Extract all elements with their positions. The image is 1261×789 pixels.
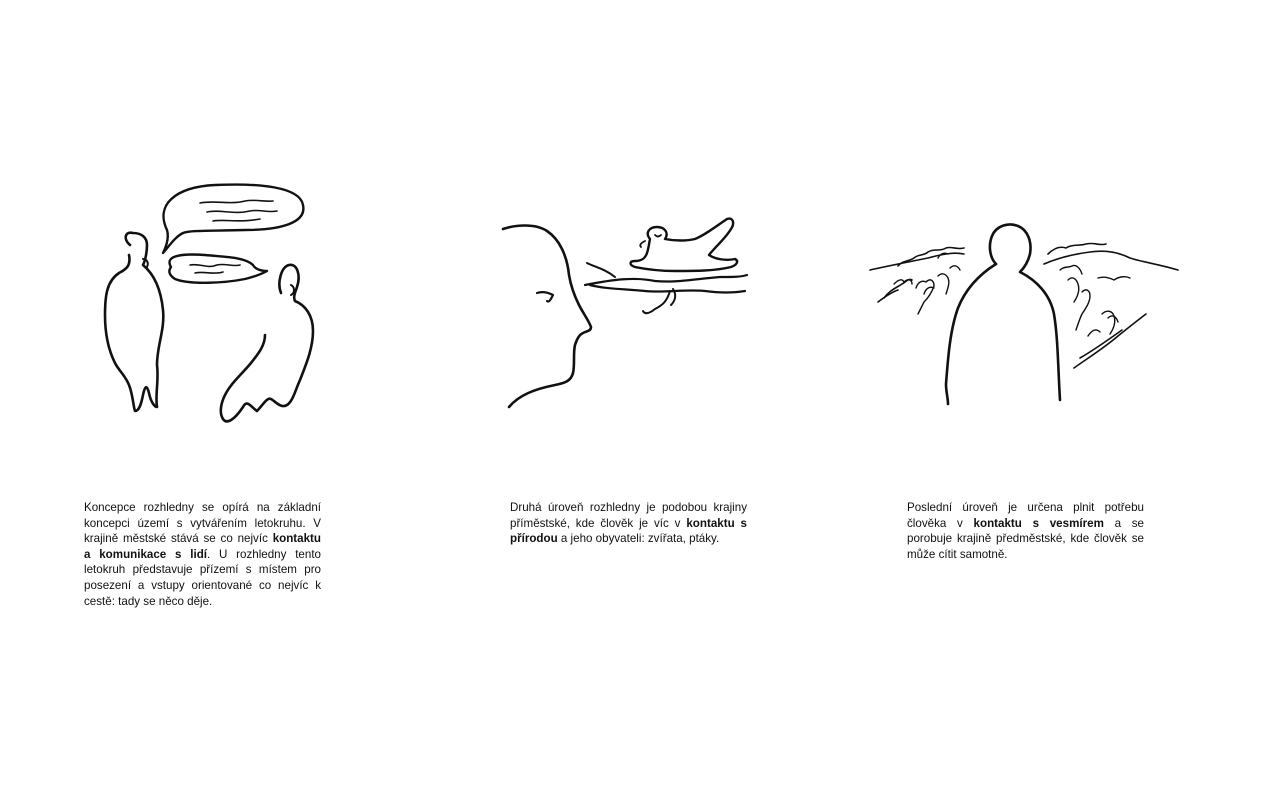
face-and-bird-sketch [495, 205, 765, 415]
two-people-talking-sketch [95, 175, 335, 430]
panel-text-people: Koncepce rozhledny se opírá na základní koncepci území s vytvářením letokruhu. V krajině městské stává se co nejvíc kontaktu a komunikace s lidí. U rozhledny tento letokruh představuje přízemí s místem pro posezení a vstupy orientované co nejvíc k cestě: tady se něco děje. [84, 501, 321, 608]
panel-text-nature: Druhá úroveň rozhledny je podobou krajiny příměstské, kde člověk je víc v kontaktu s přírodou a jeho obyvateli: zvířata, ptáky. [510, 501, 747, 546]
panel-text-universe: Poslední úroveň je určena plnit potřebu člověka v kontaktu s vesmírem a se porobuje krajině předměstské, kde člověk se může cítit samotně. [907, 501, 1144, 561]
person-in-landscape-sketch [868, 218, 1188, 413]
